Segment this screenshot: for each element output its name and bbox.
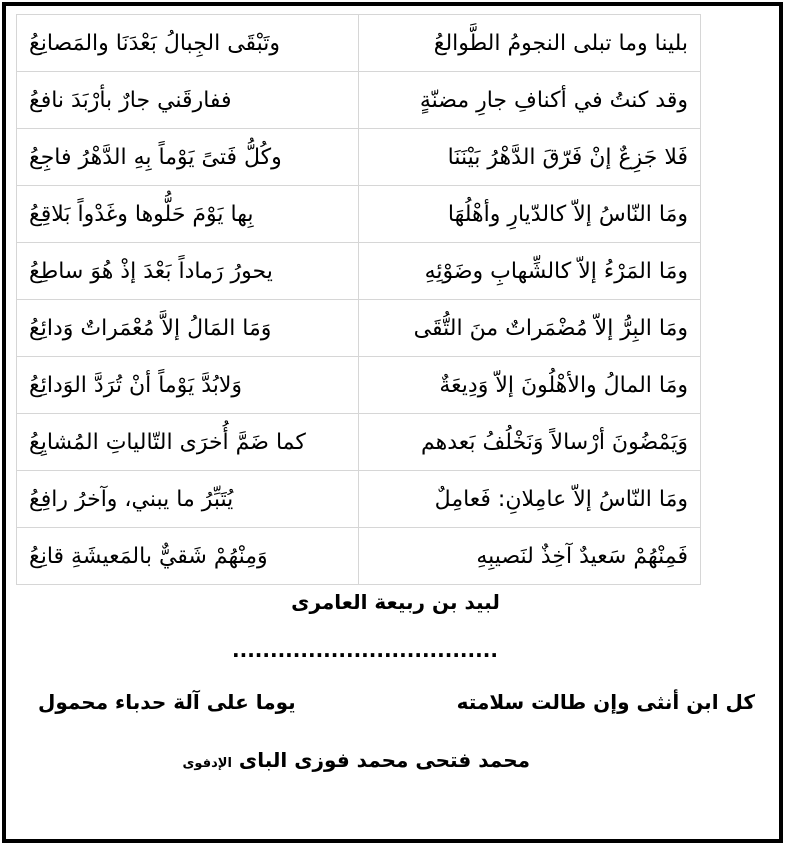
first-hemistich: ومَا المالُ والأهْلُونَ إلاّ وَدِيعَةٌ (359, 357, 701, 414)
second-hemistich: بِها يَوْمَ حَلُّوها وغَدْواً بَلاقِعُ (17, 186, 359, 243)
poem-row (17, 471, 701, 528)
poem-row (17, 72, 701, 129)
poem-author: لبيد بن ربيعة العامرى (291, 590, 500, 614)
second-hemistich: وَمَا المَالُ إلاَّ مُعْمَراتٌ وَدائِعُ (17, 300, 359, 357)
first-hemistich: ومَا البِرُّ إلاّ مُضْمَراتٌ منَ التُّقَى (359, 300, 701, 357)
poem-row (17, 15, 701, 72)
second-hemistich: كما ضَمَّ أُخرَى التّالياتِ المُشايِعُ (17, 414, 359, 471)
second-hemistich: وَلابُدَّ يَوْماً أنْ تُرَدَّ الوَدائِعُ (17, 357, 359, 414)
first-hemistich: وَيَمْضُونَ أرْسالاً وَنَخْلُفُ بَعدهم (359, 414, 701, 471)
second-hemistich: يحورُ رَماداً بَعْدَ إذْ هُوَ ساطِعُ (17, 243, 359, 300)
poem-row (17, 357, 701, 414)
first-hemistich: ومَا النّاسُ إلاّ كالدّيارِ وأهْلُهَا (359, 186, 701, 243)
separator-dots: ................................... (232, 638, 498, 662)
first-hemistich: بلينا وما تبلى النجومُ الطَّوالعُ (359, 15, 701, 72)
poem-row (17, 528, 701, 585)
poem-table (16, 14, 701, 585)
compiler-credit (150, 748, 530, 772)
second-hemistich: ففارقَني جارٌ بأرْبَدَ نافعُ (17, 72, 359, 129)
poem-row (17, 186, 701, 243)
compiler-name: محمد فتحى محمد فوزى الباى (238, 748, 530, 772)
poem-row (17, 300, 701, 357)
closing-verse-first-hemistich: كل ابن أنثى وإن طالت سلامته (456, 690, 755, 714)
second-hemistich: وتَبْقَى الجِبالُ بَعْدَنَا والمَصانِعُ (17, 15, 359, 72)
first-hemistich: فَمِنْهُمْ سَعيدٌ آخِذٌ لنَصيبِهِ (359, 528, 701, 585)
second-hemistich: يُتَبِّرُ ما يبني، وآخرُ رافِعُ (17, 471, 359, 528)
first-hemistich: وقد كنتُ في أكنافِ جارِ مضنّةٍ (359, 72, 701, 129)
second-hemistich: وَمِنْهُمْ شَقيٌّ بالمَعيشَةِ قانِعُ (17, 528, 359, 585)
first-hemistich: ومَا المَرْءُ إلاّ كالشِّهابِ وضَوْئِهِ (359, 243, 701, 300)
closing-verse-second-hemistich: يوما على آلة حدباء محمول (38, 690, 296, 714)
poem-row (17, 129, 701, 186)
poem-row (17, 243, 701, 300)
first-hemistich: فَلا جَزِعٌ إنْ فَرّقَ الدَّهْرُ بَيْنَنَا (359, 129, 701, 186)
poem-row (17, 414, 701, 471)
second-hemistich: وكُلُّ فَتىً يَوْماً بِهِ الدَّهْرُ فاجِعُ (17, 129, 359, 186)
first-hemistich: ومَا النّاسُ إلاّ عامِلانِ: فَعامِلٌ (359, 471, 701, 528)
compiler-suffix: الإدفوى (182, 756, 232, 771)
